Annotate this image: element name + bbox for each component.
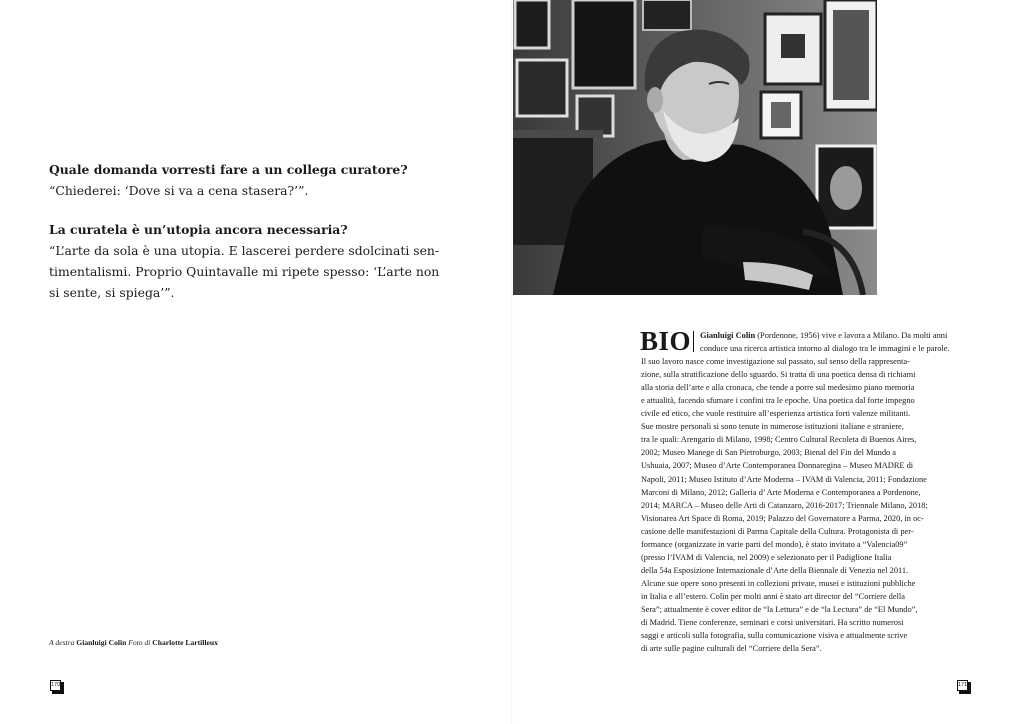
caption-name: Gianluigi Colin [76,638,127,647]
qa-item [49,220,444,303]
bio-line: in Italia e all’estero. Colin per molti anni è stato art director del “Corriere della [641,591,905,601]
bio-name: Gianluigi Colin [700,331,756,340]
bio-line: Il suo lavoro nasce come investigazione sul passato, sul senso della rappresenta- [641,357,910,367]
caption-photographer: Charlotte Lartilleux [152,638,218,647]
bio-heading: BIO [640,326,692,356]
bio-line: alla storia dell’arte e alla cronaca, che tende a porre sul medesimo piano memoria [641,383,915,393]
bio-line: Visionarea Art Space di Roma, 2019; Palazzo del Governatore a Parma, 2020, in oc- [641,513,924,523]
bio-line: Sue mostre personali si sono tenute in numerose istituzioni italiane e straniere, [641,422,904,432]
bio-line: Alcune sue opere sono presenti in collezioni private, musei e istituzioni pubbliche [641,578,916,588]
bio-line: zione, sulla stratificazione dello sguardo. Si tratta di una poetica densa di richiami [641,370,916,380]
bio-line: della 54a Esposizione Internazionale d’Arte della Biennale di Venezia nel 2011. [641,565,909,575]
caption-prefix: A destra [49,638,75,647]
question-1: Quale domanda vorresti fare a un collega curatore? [49,162,408,177]
interview-qa [49,160,444,322]
bio-line: formance (organizzate in varie parti del mondo), è stato invitato a “Valencia09” [641,539,908,549]
bio-line: 2014; MARCA – Museo delle Arti di Catanzaro, 2016-2017; Triennale Milano, 2018; [641,500,928,510]
answer-2-line: timentalismi. Proprio Quintavalle mi ripete spesso: ‘L’arte non [49,264,440,279]
page-number-left-label: 170 [50,680,61,691]
bio-line: tra le quali: Arengario di Milano, 1998; Centro Cultural Recoleta di Buenos Aires, [641,435,917,445]
bio-line: 2002; Museo Manege di San Pietroburgo, 2003; Bienal del Fin del Mundo a [641,448,897,458]
bio-line: di arte sulle pagine culturali del “Corriere della Sera”. [641,644,822,654]
portrait-photo [513,0,877,295]
bio-line: civile ed etico, che vuole restituire all’esperienza artistica forti valenze militanti. [641,409,911,419]
bio-line: Marconi di Milano, 2012; Galleria d’ Arte Moderna e Contemporanea a Pordenone, [641,487,921,497]
bio-line: casione delle manifestazioni di Parma Capitale della Cultura. Protagonista di per- [641,526,914,536]
bio-text [640,326,976,655]
page-number-left [50,680,64,694]
bio-line: Sera”; attualmente è cover editor de “la Lettura” e de “la Lectura” de “El Mundo”, [641,604,918,614]
page-number-right-label: 171 [957,680,968,691]
bio-line: di Madrid. Tiene conferenze, seminari e corsi universitari. Ha scritto numerosi [641,618,904,628]
answer-2-line: “L’arte da sola è una utopia. E lascerei perdere sdolcinati sen- [49,243,440,258]
photo-caption [49,638,218,647]
question-2: La curatela è un’utopia ancora necessaria? [49,222,348,237]
portrait-illustration [513,0,877,295]
bio-line: e attualità, facendo sfumare i confini tra le epoche. Una poetica dal forte impegno [641,396,915,406]
bio-line: conduce una ricerca artistica intorno al dialogo tra le immagini e le parole. [700,344,950,354]
answer-2-line: si sente, si spiega’”. [49,285,175,300]
qa-item [49,160,444,201]
page-number-right [957,680,971,694]
bio-line: Ushuaia, 2007; Museo d’Arte Contemporanea Donnaregina – Museo MADRE di [641,461,914,471]
bio-line: Gianluigi Colin (Pordenone, 1956) vive e lavora a Milano. Da molti anni [700,331,948,340]
answer-1-line: “Chiederei: ‘Dove si va a cena stasera?’”. [49,183,309,198]
caption-photo-label: Foto di [128,638,151,647]
bio-line: saggi e articoli sulla fotografia, sulla comunicazione visiva e attualmente scrive [641,631,908,641]
bio-line: (presso l’IVAM di Valencia, nel 2009) e selezionato per il Padiglione Italia [641,552,892,562]
bio-line: Napoli, 2011; Museo Istituto d’Arte Moderna – IVAM di Valencia, 2011; Fondazione [641,474,927,484]
